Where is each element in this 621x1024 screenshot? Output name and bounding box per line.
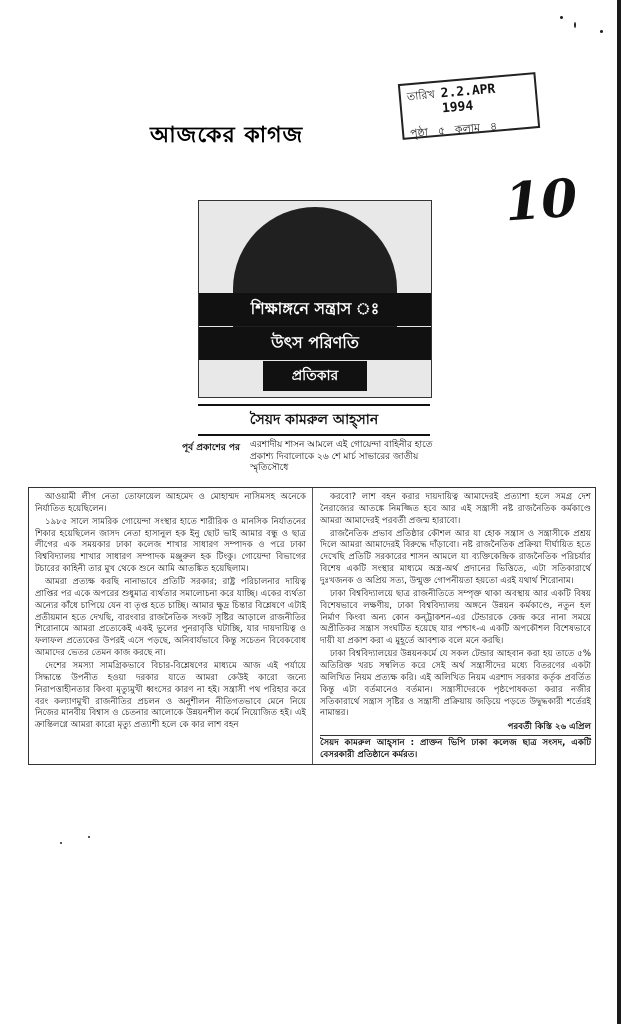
- scan-speck: [88, 836, 90, 838]
- left-column: [35, 492, 306, 763]
- paragraph: করবো? লাশ বহন করার দায়দায়িত্ব আমাদেরই প্রত্যাশা হলে সমগ্র দেশ নৈরাজ্যের আতঙ্কে নিমজ্জিত হবে আর এই সন্ত্রাসী নষ্ট রাজনৈতিক কর্মকাণ্ডে আমরা আমাদেরই পরবর্তী প্রজন্ম হারাবো।: [320, 492, 591, 526]
- article-title-line3: প্রতিকার: [263, 361, 367, 391]
- article-byline: সৈয়দ কামরুল আহ্‌সান: [198, 404, 430, 436]
- handwritten-page-number: 10: [502, 167, 580, 234]
- scan-edge: [617, 0, 621, 1024]
- article-body: [28, 487, 596, 765]
- stamp-column-label: কলাম: [454, 121, 481, 137]
- paragraph: আওয়ামী লীগ নেতা তোফায়েল আহমেদ ও মোহাম্মদ নাসিমসহ অনেকে নির্যাতিত হয়েছিলেন।: [35, 492, 306, 514]
- stamp-page-value: ৫: [437, 124, 446, 138]
- scan-speck: [600, 30, 603, 33]
- article-subline: [182, 440, 458, 475]
- paragraph: রাজনৈতিক প্রভাব প্রতিষ্ঠার কৌশল আর যা হোক সন্ত্রাস ও সন্ত্রাসীকে প্রশ্রয় দিলে আমরা আমাদেরই বিরুদ্ধে দাঁড়াবো। নষ্ট রাজনৈতিক প্রক্রিয়া দীর্ঘায়িত হতে দেখেছি প্রতিটি সরকারের শাসন আমলে যা ব্যক্তিকেন্দ্রিক রাজনৈতিক পরিচর্যার বিশেষ একটি সংস্থার মাধ্যমে অস্ত্র-অর্থ প্রদানের ভিত্তিতে, এটা সতিকারার্থে দুঃখজনক ও অপ্রিয় সত্য, উন্মুক্ত গোপনীয়তা হয়তো এরই যথার্থ শিরোনাম।: [320, 528, 591, 587]
- stamp-date-value: 2.2.APR 1994: [440, 81, 496, 117]
- stamp-date-label: তারিখ: [406, 87, 436, 104]
- newspaper-masthead: আজকের কাগজ: [150, 123, 304, 148]
- lead-line: এরশাদীয় শাসন আমলে এই গোয়েন্দা বাহিনীর হাতে প্রকাশ্য দিবালোকে ২৬ শে মার্চ সাভারের জাতীয় স্মৃতিসৌধে: [249, 440, 433, 474]
- stamp-column-value: ৪: [489, 119, 498, 134]
- scan-speck: [560, 16, 563, 19]
- paragraph: দেশের সমস্যা সামগ্রিকভাবে বিচার-বিশ্লেষণের মাধ্যমে আজ এই পর্যায়ে সিদ্ধান্তে উপনীত হওয়া দরকার যাতে আমরা কেউই কারো জন্যে নিরাপত্তাহীনতার কিংবা মৃত্যুমুখী ধ্বংসের কারণ না হই। সন্ত্রাসী পথ পরিহার করে বরং কল্যাণমুখী রাজনীতির প্রচলন ও অনুশীলন নীতিগতভাবে মেনে নিয়ে নিজের মানবীয় বিশ্বাস ও চেতনার আলোকে উন্নয়নশীল কর্মে নিয়োজিত হই। এই ক্রান্তিলগ্নে আমরা কারো মৃত্যু প্রত্যাশী হলে কে কার লাশ বহন: [35, 661, 306, 731]
- scan-speck: [574, 22, 576, 28]
- previous-part-label: পূর্ব প্রকাশের পর: [182, 443, 240, 453]
- paragraph: আমরা প্রত্যক্ষ করছি নানাভাবে প্রতিটি সরকার; রাষ্ট্র পরিচালনার দায়িত্ব প্রাপ্তির পর একে অপরের শুধুমাত্র ব্যর্থতার সমালোচনা করে যাচ্ছি। একের ব্যর্থতা অন্যের কাঁধে চাপিয়ে যেন বা তৃপ্ত হতে চাচ্ছি। আমার ক্ষুদ্র চিন্তার বিশ্লেষণে এটাই প্রতীয়মান হতে দেখছি, বারংবার রাজনৈতিক সংকট সৃষ্টির আড়ালে রাজনীতির শিরোনামে আমরা প্রত্যেকেই একই ভুলের পুনরাবৃত্তি ঘটাচ্ছি, যার দায়দায়িত্ব ও ফলাফল প্রত্যেকের উপরই এসে পড়ছে, অনিবার্যভাবে কিন্তু সচেতন বিবেকবোধ আমাদের ভেতর তেমন কাজ করছে না।: [35, 577, 306, 659]
- article-header: [182, 198, 444, 434]
- author-note: সৈয়দ কামরুল আহ্‌সান : প্রাক্তন ভিপি ঢাকা কলেজ ছাত্র সংসদ, একটি বেসরকারী প্রতিষ্ঠানে কর্মরত।: [320, 735, 591, 762]
- paragraph: ১৯৮৫ সালে সামরিক গোয়েন্দা সংস্থার হাতে শারীরিক ও মানসিক নির্যাতনের শিকার হয়েছিলেন জাসদ নেতা হাসানুল হক ইনু ছোট ভাই আমার বন্ধু ও ছাত্র লীগের এক সময়কার ঢাকা কলেজ শাখার সাধারণ সম্পাদক ও পরে ঢাকা বিশ্ববিদ্যালয় শাখার সাধারণ সম্পাদক মঞ্জুরুল হক টিংকু। গোয়েন্দা বিভাগের টচারের কাহিনী তার মুখ থেকে শুনে আমি আতঙ্কিত হয়েছিলাম।: [35, 516, 306, 575]
- article-title-line1: শিক্ষাঙ্গনে সন্ত্রাস ঃ: [199, 293, 431, 326]
- right-column: [320, 492, 591, 763]
- article-title-line2: উৎস পরিণতি: [199, 327, 431, 360]
- stamp-page-label: পৃষ্ঠা: [409, 125, 429, 141]
- date-stamp: [398, 72, 540, 140]
- paragraph: ঢাকা বিশ্ববিদ্যালয়ের উন্নয়নকর্মে যে সকল টেন্ডার আহবান করা হয় তাতে ৫% অতিরিক্ত খরচ সম্বলিত করে সেই অর্থ সন্ত্রাসীদের মধ্যে বিতরণের একটা অলিখিত নিয়ম প্রত্যক্ষ করি। এই অলিখিত নিয়ম এরশাদ সরকার কর্তৃক প্রবর্তিত কিন্তু এটা বর্তমানেও বর্তমান। সন্ত্রাসীদেরকে পৃষ্ঠপোষকতা করার নজীর সতিকারার্থে সন্ত্রাস সৃষ্টির ও সন্ত্রাসী প্রক্রিয়ায় জড়িয়ে পড়তে উদ্বুদ্ধকারী শর্তেরই নামান্তর।: [320, 649, 591, 719]
- continued-notice: পরবর্তী কিস্তি ২৬ এপ্রিল: [507, 722, 591, 733]
- scan-speck: [60, 842, 62, 844]
- article-illustration: [198, 200, 432, 398]
- paragraph: ঢাকা বিশ্ববিদ্যালয়ে ছাত্র রাজনীতিতে সম্পৃক্ত থাকা অবস্থায় আর একটি বিষয় বিশেষভাবে লক্ষণীয়, ঢাকা বিশ্ববিদ্যালয় অঙ্গনে উন্নয়ন কর্মকাণ্ডে, নতুন হল নির্মাণ কিংবা অন্য কোন কন্‌ট্রাকশন-এর টেন্ডারকে কেন্দ্র করে নানা সময়ে অপ্রীতিকর সন্ত্রাস সংঘটিত হয়েছে যার পশ্চাৎ-এ একটি অপকৌশল বিশেষভাবে দায়ী যা প্রকাশ করা এ মুহূর্তে আবশ্যক বলে মনে করছি।: [320, 588, 591, 647]
